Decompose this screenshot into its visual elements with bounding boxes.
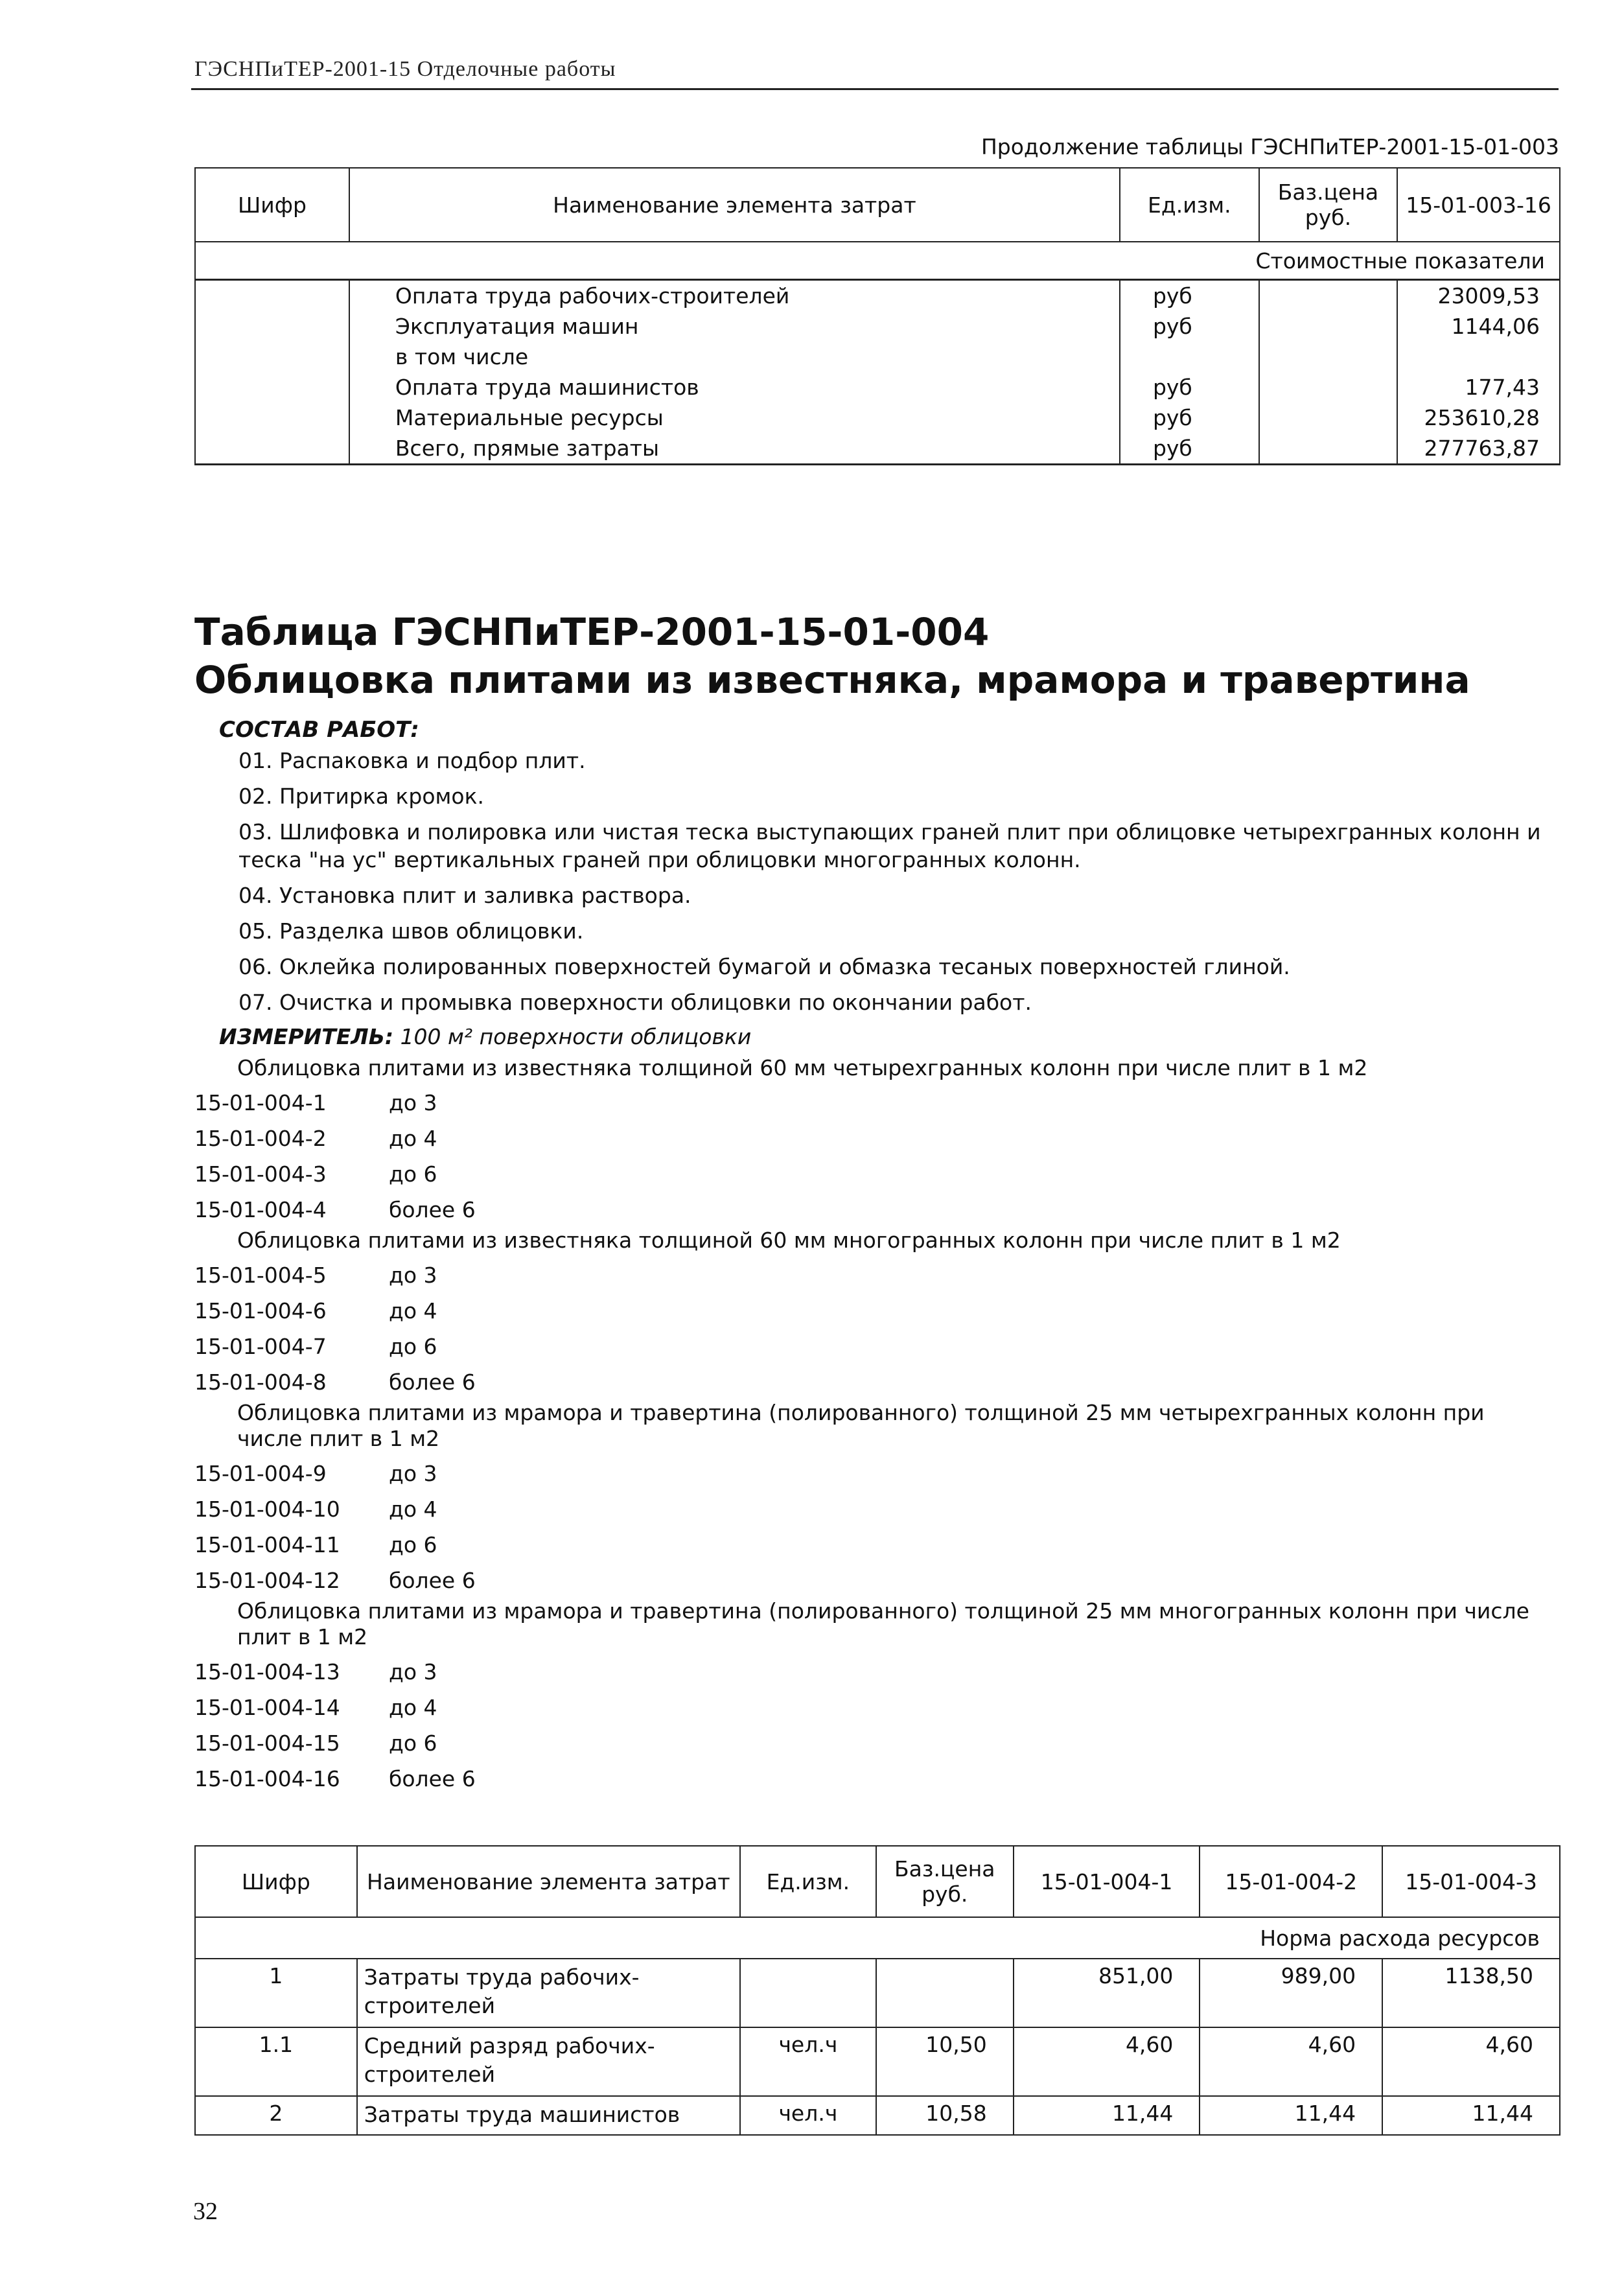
header-name: Наименование элемента затрат: [357, 1846, 740, 1917]
section-row: [195, 1917, 1560, 1959]
work-item: 02. Притирка кромок.: [238, 784, 485, 809]
row-code: [195, 433, 349, 465]
section-row: [195, 242, 1560, 280]
row-price: [1259, 433, 1397, 465]
header-unit: Ед.изм.: [1120, 168, 1259, 242]
work-item: 01. Распаковка и подбор плит.: [238, 748, 586, 773]
row-price: [1259, 311, 1397, 342]
group-description: Облицовка плитами из известняка толщиной 60 мм многогранных колонн при числе плит в 1 м2: [237, 1228, 1341, 1253]
norm-text: до 4: [389, 1126, 437, 1151]
norm-text: до 3: [389, 1090, 437, 1115]
row-price: 10,58: [876, 2096, 1014, 2135]
row-value-1: 4,60: [1014, 2027, 1200, 2096]
group-description: Облицовка плитами из известняка толщиной 60 мм четырехгранных колонн при числе плит в 1 м2: [237, 1055, 1368, 1080]
row-value: 1144,06: [1397, 311, 1560, 342]
row-price: [1259, 342, 1397, 372]
norm-text: более 6: [389, 1369, 476, 1395]
row-unit: [740, 1959, 876, 2027]
measure-line: [219, 1024, 751, 1049]
row-unit: руб: [1120, 402, 1259, 433]
list-item: [194, 1725, 1555, 1761]
table-row: [195, 2027, 1560, 2096]
row-value-1: 11,44: [1014, 2096, 1200, 2135]
row-value: 23009,53: [1397, 280, 1560, 312]
list-item: [194, 1527, 1555, 1563]
norm-code: 15-01-004-1: [194, 1090, 327, 1115]
row-unit: чел.ч: [740, 2096, 876, 2135]
work-item: 06. Оклейка полированных поверхностей бумагой и обмазка тесаных поверхностей глиной.: [238, 954, 1290, 979]
norm-code: 15-01-004-5: [194, 1263, 327, 1288]
norm-groups: [194, 1055, 1555, 1797]
table-row: [195, 372, 1560, 402]
row-price: [876, 1959, 1014, 2027]
header-name: Наименование элемента затрат: [349, 168, 1120, 242]
row-value-2: 4,60: [1200, 2027, 1382, 2096]
list-item: [194, 1456, 1555, 1491]
list-item: [194, 1364, 1555, 1400]
resource-norms-table: [194, 1845, 1560, 2136]
norm-text: до 6: [389, 1334, 437, 1359]
row-unit: руб: [1120, 372, 1259, 402]
norm-code: 15-01-004-16: [194, 1766, 340, 1791]
row-value-3: 1138,50: [1382, 1959, 1560, 2027]
section-label: Норма расхода ресурсов: [195, 1917, 1560, 1959]
measure-label: ИЗМЕРИТЕЛЬ:: [219, 1024, 394, 1049]
norm-code: 15-01-004-6: [194, 1298, 327, 1323]
works-list: [238, 747, 1554, 1024]
group-description: Облицовка плитами из мрамора и травертина (полированного) толщиной 25 мм многогранных колонн при числе плит в 1 м2: [237, 1598, 1529, 1649]
row-code: [195, 280, 349, 312]
row-name: Материальные ресурсы: [349, 402, 1120, 433]
table-header-row: [195, 1846, 1560, 1917]
group-description: Облицовка плитами из мрамора и травертина (полированного) толщиной 25 мм четырехгранных колонн при числе плит в 1 м2: [237, 1400, 1485, 1451]
norm-code: 15-01-004-9: [194, 1461, 327, 1486]
cost-indicators-table: [194, 167, 1560, 465]
resource-rows: [195, 1959, 1560, 2135]
row-price: [1259, 372, 1397, 402]
row-value: 177,43: [1397, 372, 1560, 402]
row-name: Затраты труда машинистов: [357, 2096, 740, 2135]
table-row: [195, 402, 1560, 433]
row-name: Средний разряд рабочих-строителей: [357, 2027, 740, 2096]
norm-text: до 3: [389, 1659, 437, 1684]
norm-text: более 6: [389, 1766, 476, 1791]
row-name: Всего, прямые затраты: [349, 433, 1120, 465]
work-item: 05. Разделка швов облицовки.: [238, 918, 584, 944]
row-unit: руб: [1120, 280, 1259, 312]
row-number: 1.1: [195, 2027, 357, 2096]
norm-text: до 4: [389, 1497, 437, 1522]
table-title-line1: Таблица ГЭСНПиТЕР-2001-15-01-004: [194, 610, 990, 654]
row-name: Оплата труда машинистов: [349, 372, 1120, 402]
row-value: [1397, 342, 1560, 372]
row-price: 10,50: [876, 2027, 1014, 2096]
table-row: [195, 311, 1560, 342]
header-code: Шифр: [195, 1846, 357, 1917]
norm-code: 15-01-004-2: [194, 1126, 327, 1151]
list-item: [194, 1085, 1555, 1121]
row-name: Эксплуатация машин: [349, 311, 1120, 342]
row-value-1: 851,00: [1014, 1959, 1200, 2027]
norm-text: до 6: [389, 1532, 437, 1557]
list-item: [194, 1491, 1555, 1527]
list-item: [194, 1563, 1555, 1598]
norm-code: 15-01-004-13: [194, 1659, 340, 1684]
row-value: 253610,28: [1397, 402, 1560, 433]
header-price: Баз.цена руб.: [1259, 168, 1397, 242]
row-name: Затраты труда рабочих-строителей: [357, 1959, 740, 2027]
list-item: [194, 1121, 1555, 1156]
row-name: Оплата труда рабочих-строителей: [349, 280, 1120, 312]
row-number: 1: [195, 1959, 357, 2027]
header-price: Баз.цена руб.: [876, 1846, 1014, 1917]
row-number: 2: [195, 2096, 357, 2135]
norm-text: до 3: [389, 1263, 437, 1288]
page-number: 32: [193, 2198, 218, 2225]
row-unit: [1120, 342, 1259, 372]
list-item: [194, 1156, 1555, 1192]
header-rule: [191, 88, 1559, 90]
row-unit: чел.ч: [740, 2027, 876, 2096]
norm-code: 15-01-004-12: [194, 1568, 340, 1593]
table-row: [195, 433, 1560, 465]
work-item: 03. Шлифовка и полировка или чистая теска выступающих граней плит при облицовке четырехгранных колонн и теска "на ус" вертикальных граней при облицовки многогранных колонн.: [238, 819, 1541, 872]
list-item: [194, 1192, 1555, 1228]
row-code: [195, 342, 349, 372]
header-column-1: 15-01-004-1: [1014, 1846, 1200, 1917]
table-title: [194, 608, 1470, 704]
norm-code: 15-01-004-3: [194, 1161, 327, 1187]
header-column-2: 15-01-004-2: [1200, 1846, 1382, 1917]
measure-value: 100 м² поверхности облицовки: [400, 1024, 752, 1049]
header-code: Шифр: [195, 168, 349, 242]
row-value-3: 4,60: [1382, 2027, 1560, 2096]
row-name: в том числе: [349, 342, 1120, 372]
list-item: [194, 1654, 1555, 1690]
cost-rows: [195, 280, 1560, 465]
table-row: [195, 280, 1560, 312]
list-item: [194, 1257, 1555, 1293]
norm-text: до 3: [389, 1461, 437, 1486]
list-item: [194, 1690, 1555, 1725]
works-composition-label: СОСТАВ РАБОТ:: [219, 717, 419, 743]
row-value-3: 11,44: [1382, 2096, 1560, 2135]
norm-code: 15-01-004-14: [194, 1695, 340, 1720]
norm-text: до 6: [389, 1161, 437, 1187]
row-code: [195, 311, 349, 342]
row-value: 277763,87: [1397, 433, 1560, 465]
norm-text: до 4: [389, 1298, 437, 1323]
norm-text: более 6: [389, 1197, 476, 1222]
header-column-3: 15-01-004-3: [1382, 1846, 1560, 1917]
row-value-2: 11,44: [1200, 2096, 1382, 2135]
section-label: Стоимостные показатели: [195, 242, 1560, 280]
norm-code: 15-01-004-7: [194, 1334, 327, 1359]
header-column: 15-01-003-16: [1397, 168, 1560, 242]
norm-text: до 6: [389, 1730, 437, 1756]
table-row: [195, 2096, 1560, 2135]
norm-text: до 4: [389, 1695, 437, 1720]
list-item: [194, 1329, 1555, 1364]
table-header-row: [195, 168, 1560, 242]
norm-code: 15-01-004-4: [194, 1197, 327, 1222]
norm-code: 15-01-004-10: [194, 1497, 340, 1522]
continuation-caption: Продолжение таблицы ГЭСНПиТЕР-2001-15-01-003: [980, 134, 1559, 159]
row-code: [195, 372, 349, 402]
row-unit: руб: [1120, 311, 1259, 342]
running-header: ГЭСНПиТЕР-2001-15 Отделочные работы: [194, 57, 616, 81]
row-unit: руб: [1120, 433, 1259, 465]
row-price: [1259, 280, 1397, 312]
norm-text: более 6: [389, 1568, 476, 1593]
list-item: [194, 1293, 1555, 1329]
header-unit: Ед.изм.: [740, 1846, 876, 1917]
norm-code: 15-01-004-11: [194, 1532, 340, 1557]
table-title-line2: Облицовка плитами из известняка, мрамора и травертина: [194, 658, 1470, 702]
row-value-2: 989,00: [1200, 1959, 1382, 2027]
list-item: [194, 1761, 1555, 1797]
table-row: [195, 1959, 1560, 2027]
work-item: 04. Установка плит и заливка раствора.: [238, 883, 691, 908]
norm-code: 15-01-004-15: [194, 1730, 340, 1756]
row-price: [1259, 402, 1397, 433]
norm-code: 15-01-004-8: [194, 1369, 327, 1395]
table-row: [195, 342, 1560, 372]
work-item: 07. Очистка и промывка поверхности облицовки по окончании работ.: [238, 990, 1032, 1015]
row-code: [195, 402, 349, 433]
